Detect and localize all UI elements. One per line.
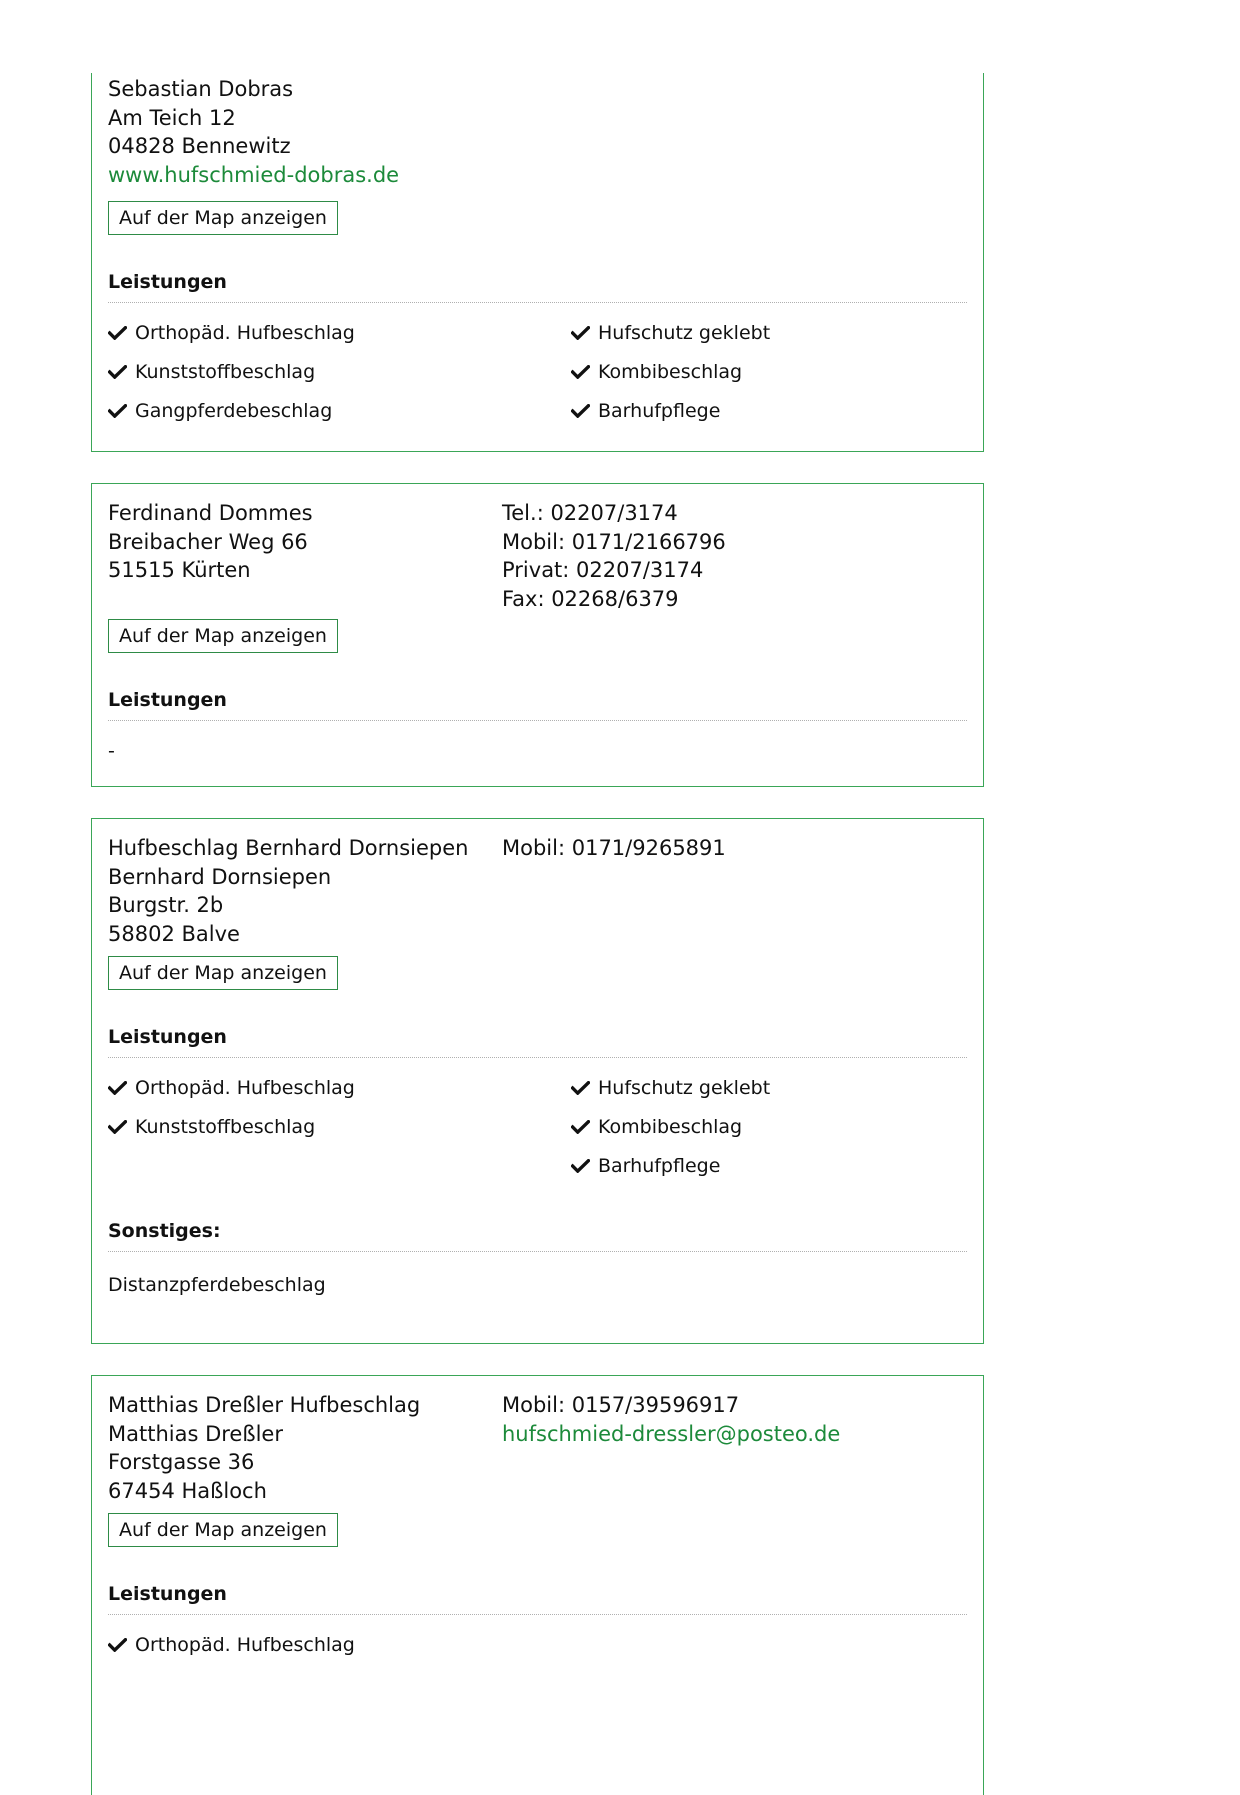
- checkmark-icon: [108, 326, 127, 340]
- divider: [108, 720, 967, 721]
- mobile: Mobil: 0171/9265891: [502, 836, 726, 860]
- contact-block: [502, 499, 962, 613]
- mobile: Mobil: 0171/2166796: [502, 529, 726, 554]
- checkmark-icon: [571, 1081, 590, 1095]
- service-item: Hufschutz geklebt: [571, 321, 770, 345]
- other-heading: Sonstiges:: [108, 1220, 221, 1242]
- checkmark-icon: [571, 1159, 590, 1173]
- business-name: Hufbeschlag Bernhard Dornsiepen: [108, 836, 469, 860]
- checkmark-icon: [108, 1081, 127, 1095]
- service-item: Orthopäd. Hufbeschlag: [108, 1076, 355, 1100]
- postal-city: 67454 Haßloch: [108, 1478, 267, 1503]
- private-phone: Privat: 02207/3174: [502, 558, 704, 582]
- divider: [108, 302, 967, 303]
- show-on-map-button[interactable]: Auf der Map anzeigen: [108, 1513, 338, 1547]
- checkmark-icon: [571, 404, 590, 418]
- listing-name: Sebastian Dobras: [108, 77, 294, 101]
- service-item: Kunststoffbeschlag: [108, 1115, 315, 1139]
- contact-block: [502, 834, 962, 863]
- divider: [108, 1251, 967, 1252]
- business-name: Matthias Dreßler Hufbeschlag: [108, 1393, 421, 1417]
- checkmark-icon: [108, 1638, 127, 1652]
- listing-card: [91, 818, 984, 1344]
- show-on-map-button[interactable]: Auf der Map anzeigen: [108, 201, 338, 235]
- service-item: Orthopäd. Hufbeschlag: [108, 1633, 355, 1657]
- address-block: [108, 834, 488, 948]
- other-text: Distanzpferdebeschlag: [108, 1274, 326, 1296]
- divider: [108, 1057, 967, 1058]
- listing-card: [91, 1375, 984, 1795]
- services-heading: Leistungen: [108, 271, 227, 293]
- checkmark-icon: [108, 1120, 127, 1134]
- postal-city: 04828 Bennewitz: [108, 134, 291, 158]
- show-on-map-button[interactable]: Auf der Map anzeigen: [108, 619, 338, 653]
- listing-name: Ferdinand Dommes: [108, 501, 313, 525]
- street: Burgstr. 2b: [108, 893, 224, 917]
- no-services: -: [108, 740, 115, 762]
- divider: [108, 1614, 967, 1615]
- checkmark-icon: [571, 1120, 590, 1134]
- service-item: Kombibeschlag: [571, 360, 742, 384]
- services-heading: Leistungen: [108, 689, 227, 711]
- postal-city: 58802 Balve: [108, 921, 240, 946]
- service-item: Orthopäd. Hufbeschlag: [108, 321, 355, 345]
- contact-block: [502, 1391, 962, 1448]
- service-item: Kombibeschlag: [571, 1115, 742, 1139]
- checkmark-icon: [571, 326, 590, 340]
- postal-city: 51515 Kürten: [108, 558, 251, 582]
- fax: Fax: 02268/6379: [502, 586, 679, 611]
- service-item: Barhufpflege: [571, 1154, 720, 1178]
- show-on-map-button[interactable]: Auf der Map anzeigen: [108, 956, 338, 990]
- street: Breibacher Weg 66: [108, 529, 308, 554]
- mobile: Mobil: 0157/39596917: [502, 1393, 740, 1417]
- street: Forstgasse 36: [108, 1450, 255, 1474]
- listing-name: Bernhard Dornsiepen: [108, 864, 332, 889]
- service-item: Kunststoffbeschlag: [108, 360, 315, 384]
- listing-card: [91, 73, 984, 452]
- address-block: [108, 75, 488, 189]
- services-heading: Leistungen: [108, 1026, 227, 1048]
- checkmark-icon: [108, 404, 127, 418]
- website-link[interactable]: www.hufschmied-dobras.de: [108, 162, 400, 187]
- phone: Tel.: 02207/3174: [502, 501, 678, 525]
- service-item: Barhufpflege: [571, 399, 720, 423]
- checkmark-icon: [571, 365, 590, 379]
- service-item: Gangpferdebeschlag: [108, 399, 332, 423]
- services-heading: Leistungen: [108, 1583, 227, 1605]
- listing-card: [91, 483, 984, 787]
- address-block: [108, 499, 488, 585]
- email-link[interactable]: hufschmied-dressler@posteo.de: [502, 1421, 841, 1446]
- address-block: [108, 1391, 488, 1505]
- checkmark-icon: [108, 365, 127, 379]
- listing-name: Matthias Dreßler: [108, 1421, 283, 1446]
- street: Am Teich 12: [108, 105, 236, 130]
- service-item: Hufschutz geklebt: [571, 1076, 770, 1100]
